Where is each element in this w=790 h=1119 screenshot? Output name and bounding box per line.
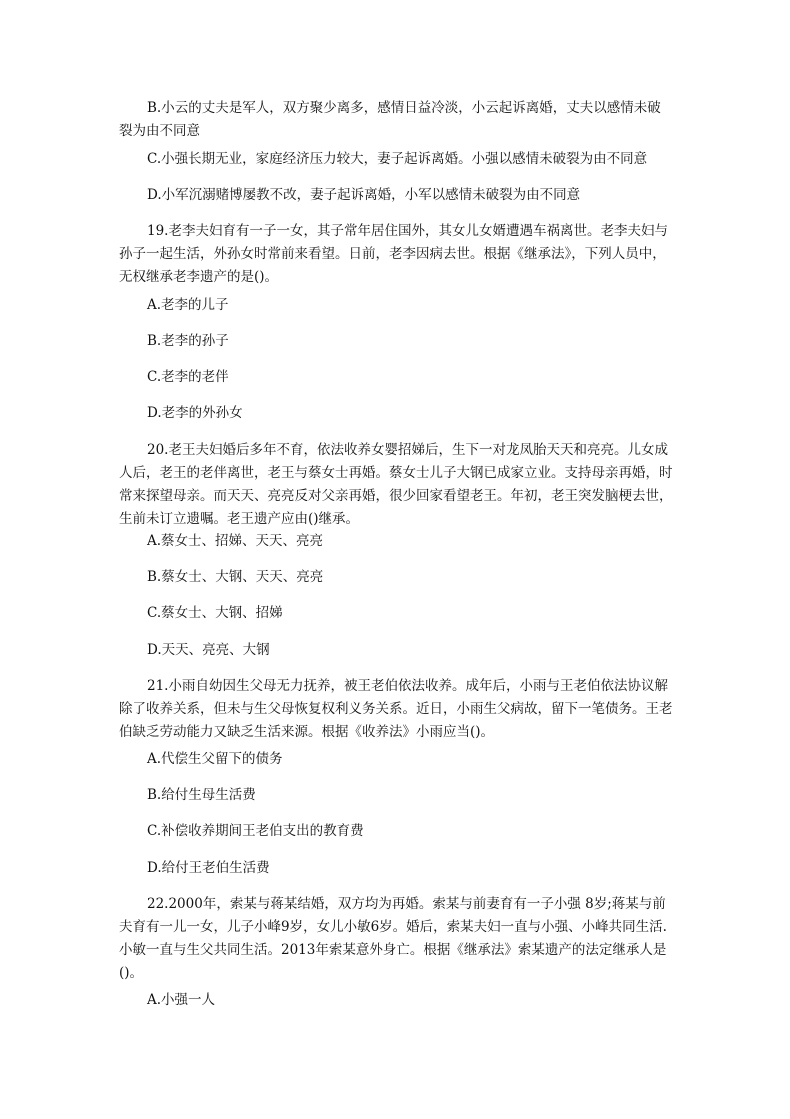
question-20-option-a: A.蔡女士、招娣、天天、亮亮 <box>147 533 324 549</box>
question-22-stem: 22.2000年，索某与蒋某结婚，双方均为再婚。索某与前妻育有一子小强 8岁;蒋某与前夫育有一儿一女，儿子小峰9岁，女儿小敏6岁。婚后，索某夫妇一直与小强、小峰共同生活.小敏一直与生父共同生活。2013年索某意外身亡。根据《继承法》索某遗产的法定继承人是()。 <box>119 896 667 981</box>
question-19-option-c: C.老李的老伴 <box>147 369 229 385</box>
question-20-option-c: C.蔡女士、大钢、招娣 <box>147 605 283 621</box>
question-20-stem: 20.老王夫妇婚后多年不育，依法收养女婴招娣后，生下一对龙凤胎天天和亮亮。儿女成人后，老王的老伴离世，老王与蔡女士再婚。蔡女士儿子大钢已成家立业。支持母亲再婚，时常来探望母亲。而天天、亮亮反对父亲再婚，很少回家看望老王。年初，老王突发脑梗去世，生前未订立遗嘱。老王遗产应由()继承。 <box>119 442 673 527</box>
question-20-option-d: D.天天、亮亮、大钢 <box>147 642 270 658</box>
question-19-option-d: D.老李的外孙女 <box>147 405 243 421</box>
question-19-option-b: B.老李的孙子 <box>147 333 229 349</box>
question-20-option-b: B.蔡女士、大钢、天天、亮亮 <box>147 569 324 585</box>
question-21-option-c: C.补偿收养期间王老伯支出的教育费 <box>147 823 364 839</box>
question-19-stem: 19.老李夫妇育有一子一女，其子常年居住国外，其女儿女婿遭遇车祸离世。老李夫妇与孙子一起生活，外孙女时常前来看望。日前，老李因病去世。根据《继承法》，下列人员中，无权继承老李遗产的是()。 <box>119 223 668 285</box>
option-paragraph: C.小强长期无业，家庭经济压力较大，妻子起诉离婚。小强以感情未破裂为由不同意 <box>147 151 648 167</box>
question-19-option-a: A.老李的儿子 <box>147 297 229 313</box>
option-paragraph: B.小云的丈夫是军人，双方聚少离多，感情日益冷淡，小云起诉离婚，丈夫以感情未破裂为由不同意 <box>119 100 661 139</box>
option-paragraph: D.小军沉溺赌博屡教不改，妻子起诉离婚，小军以感情未破裂为由不同意 <box>147 187 581 203</box>
question-21-option-a: A.代偿生父留下的债务 <box>147 751 283 767</box>
question-22-option-a: A.小强一人 <box>147 992 216 1008</box>
question-21-option-b: B.给付生母生活费 <box>147 787 256 803</box>
question-21-option-d: D.给付王老伯生活费 <box>147 860 270 876</box>
question-21-stem: 21.小雨自幼因生父母无力抚养，被王老伯依法收养。成年后，小雨与王老伯依法协议解除了收养关系，但未与生父母恢复权利义务关系。近日，小雨生父病故，留下一笔债务。王老伯缺乏劳动能力又缺乏生活来源。根据《收养法》小雨应当()。 <box>119 678 673 740</box>
